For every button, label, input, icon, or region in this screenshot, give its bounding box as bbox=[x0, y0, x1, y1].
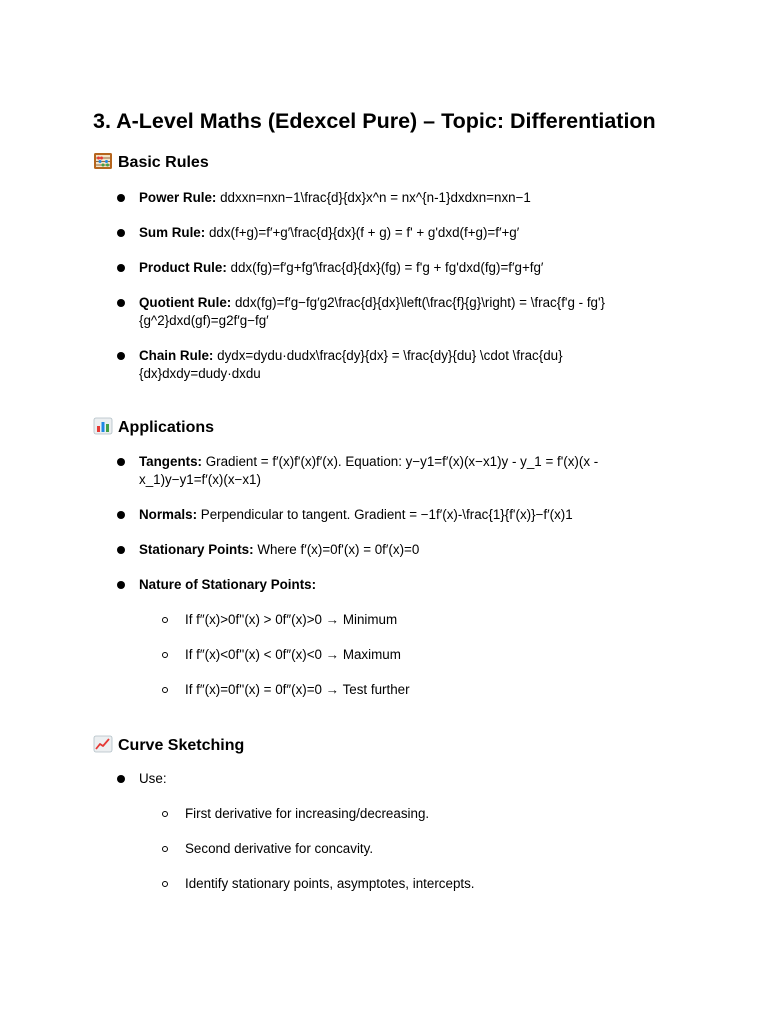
bullet-icon bbox=[117, 229, 125, 237]
bullet-icon bbox=[117, 458, 125, 466]
item-label: Sum Rule: bbox=[139, 225, 206, 240]
item-label: Product Rule: bbox=[139, 260, 227, 275]
bullet-icon bbox=[117, 352, 125, 360]
item-label: Power Rule: bbox=[139, 190, 217, 205]
chart-increasing-icon bbox=[93, 735, 113, 753]
item-text: ddx(f+g)=f′+g′\frac{d}{dx}(f + g) = f' + g'dxd(f+g)=f′+g′ bbox=[205, 225, 520, 240]
item-label: Chain Rule: bbox=[139, 348, 214, 363]
list-item-product-rule bbox=[139, 259, 644, 277]
bullet-icon bbox=[117, 546, 125, 554]
item-label: Nature of Stationary Points: bbox=[139, 577, 317, 592]
bullet-icon bbox=[117, 299, 125, 307]
item-text: Where f′(x)=0f'(x) = 0f′(x)=0 bbox=[253, 542, 420, 557]
sub-bullet-icon bbox=[162, 881, 168, 887]
item-text: Use: bbox=[139, 771, 167, 786]
sub-bullet-icon bbox=[162, 687, 168, 693]
item-label: Normals: bbox=[139, 507, 198, 522]
item-label: Quotient Rule: bbox=[139, 295, 232, 310]
abacus-icon bbox=[93, 152, 113, 170]
sub-bullet-icon bbox=[162, 846, 168, 852]
item-label: Tangents: bbox=[139, 454, 202, 469]
sub-bullet-icon bbox=[162, 617, 168, 623]
list-item-use bbox=[139, 770, 644, 788]
section-heading-basic-rules bbox=[93, 152, 209, 174]
list-item-chain-rule bbox=[139, 347, 644, 383]
bar-chart-icon bbox=[93, 417, 113, 435]
sub-list-item-second-derivative: Second derivative for concavity. bbox=[185, 841, 374, 856]
sub-list-item-test-further: If f″(x)=0f''(x) = 0f″(x)=0 → Test further bbox=[185, 682, 410, 697]
sub-list-item-identify-points: Identify stationary points, asymptotes, intercepts. bbox=[185, 876, 475, 891]
sub-list-item-minimum: If f″(x)>0f''(x) > 0f″(x)>0 → Minimum bbox=[185, 612, 398, 627]
item-text: ddx(fg)=f′g−fg′g2\frac{d}{dx}\left(\frac{f}{g}\right) = \frac{f'g - fg'}{g^2}dxd(gf)=g2f′g−fg′ bbox=[139, 295, 606, 328]
list-item-sum-rule bbox=[139, 224, 644, 242]
list-item-power-rule bbox=[139, 189, 644, 207]
list-item-nature-of-stationary-points bbox=[139, 576, 644, 594]
section-heading-label: Applications bbox=[118, 419, 215, 436]
bullet-icon bbox=[117, 264, 125, 272]
section-heading-label: Basic Rules bbox=[118, 154, 209, 171]
sub-list-item-first-derivative: First derivative for increasing/decreasing. bbox=[185, 806, 430, 821]
bullet-icon bbox=[117, 581, 125, 589]
list-item-stationary-points bbox=[139, 541, 644, 559]
bullet-icon bbox=[117, 194, 125, 202]
sub-list-item-maximum: If f″(x)<0f''(x) < 0f″(x)<0 → Maximum bbox=[185, 647, 401, 662]
item-text: ddx(fg)=f′g+fg′\frac{d}{dx}(fg) = f'g + fg'dxd(fg)=f′g+fg′ bbox=[226, 260, 544, 275]
item-label: Stationary Points: bbox=[139, 542, 254, 557]
item-text: ddxxn=nxn−1\frac{d}{dx}x^n = nx^{n-1}dxdxn=nxn−1 bbox=[216, 190, 531, 205]
bullet-icon bbox=[117, 775, 125, 783]
section-heading-applications bbox=[93, 417, 214, 439]
list-item-tangents bbox=[139, 453, 644, 489]
list-item-normals bbox=[139, 506, 644, 524]
sub-bullet-icon bbox=[162, 811, 168, 817]
bullet-icon bbox=[117, 511, 125, 519]
item-text: Perpendicular to tangent. Gradient = −1f′(x)-\frac{1}{f'(x)}−f′(x)1 bbox=[197, 507, 573, 522]
item-text: dydx=dydu·dudx\frac{dy}{dx} = \frac{dy}{du} \cdot \frac{du}{dx}dxdy=dudy·dxdu bbox=[139, 348, 563, 381]
list-item-quotient-rule bbox=[139, 294, 644, 330]
section-heading-curve-sketching bbox=[93, 735, 244, 757]
page-title: 3. A-Level Maths (Edexcel Pure) – Topic: Differentiation bbox=[93, 109, 656, 133]
section-heading-label: Curve Sketching bbox=[118, 737, 245, 754]
sub-bullet-icon bbox=[162, 652, 168, 658]
item-text: Gradient = f′(x)f'(x)f′(x). Equation: y−y1=f′(x)(x−x1)y - y_1 = f'(x)(x - x_1)y−y1=f′(x)(x−x1) bbox=[139, 454, 599, 487]
